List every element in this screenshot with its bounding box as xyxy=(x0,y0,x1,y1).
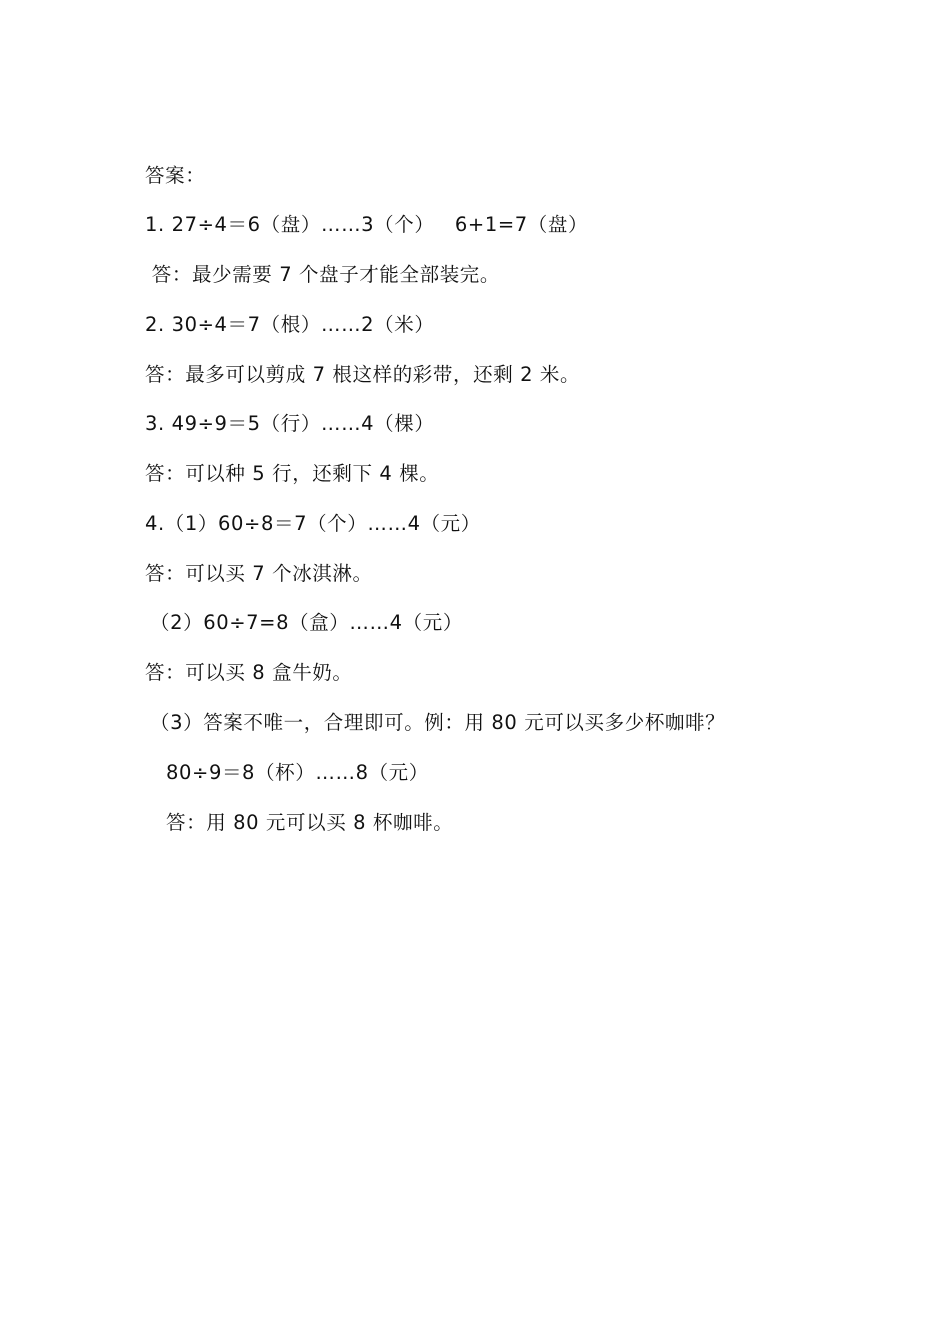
answer-2-reply: 答：最多可以剪成 7 根这样的彩带，还剩 2 米。 xyxy=(145,363,581,386)
answer-4-3-question: （3）答案不唯一，合理即可。例：用 80 元可以买多少杯咖啡？ xyxy=(150,711,726,734)
answer-3-equation: 3. 49÷9＝5（行）……4（棵） xyxy=(145,412,435,435)
answer-4-3-reply: 答：用 80 元可以买 8 杯咖啡。 xyxy=(166,811,454,834)
answer-4-2-equation: （2）60÷7=8（盒）……4（元） xyxy=(150,611,463,634)
answer-3-reply: 答：可以种 5 行，还剩下 4 棵。 xyxy=(145,462,440,485)
answer-4-1-reply: 答：可以买 7 个冰淇淋。 xyxy=(145,562,373,585)
answer-4-1-equation: 4.（1）60÷8＝7（个）……4（元） xyxy=(145,512,481,535)
answer-heading: 答案： xyxy=(145,164,206,187)
answer-1-equation: 1. 27÷4＝6（盘）……3（个） 6+1=7（盘） xyxy=(145,213,589,236)
answer-1-reply: 答：最少需要 7 个盘子才能全部装完。 xyxy=(145,263,501,286)
answer-4-2-reply: 答：可以买 8 盒牛奶。 xyxy=(145,661,353,684)
answer-2-equation: 2. 30÷4＝7（根）……2（米） xyxy=(145,313,435,336)
answer-4-3-equation: 80÷9＝8（杯）……8（元） xyxy=(166,761,429,784)
